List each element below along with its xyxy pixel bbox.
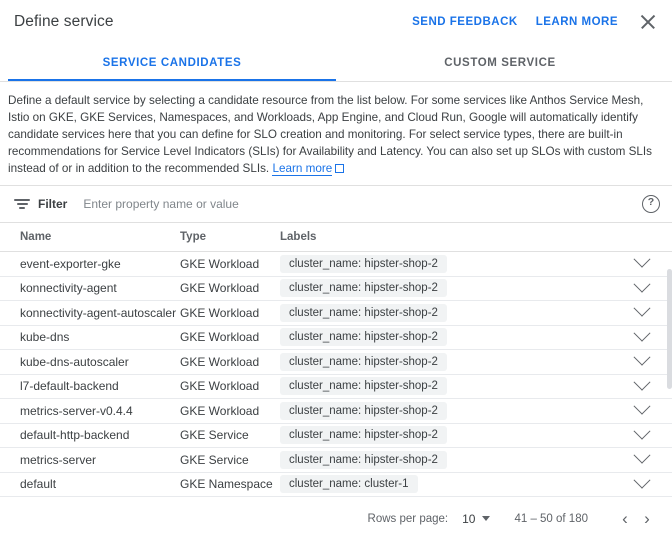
label-chip: cluster_name: hipster-shop-2 (280, 255, 447, 273)
cell-type: GKE Workload (180, 374, 280, 399)
table-scrollbar-thumb[interactable] (667, 269, 672, 389)
label-chip: cluster_name: hipster-shop-2 (280, 328, 447, 346)
filter-icon (14, 198, 30, 210)
chevron-left-icon[interactable]: ‹ (622, 509, 628, 528)
external-link-icon (335, 164, 344, 173)
tab-bar (0, 44, 672, 82)
cell-labels (280, 472, 612, 497)
table-row[interactable] (0, 423, 672, 448)
help-icon[interactable]: ? (642, 195, 660, 213)
expand-row-button[interactable] (612, 325, 672, 350)
tab-service-candidates[interactable]: SERVICE CANDIDATES (8, 44, 336, 81)
table-row[interactable] (0, 276, 672, 301)
chevron-right-icon[interactable]: › (644, 509, 650, 528)
cell-labels (280, 350, 612, 375)
label-chip: cluster_name: hipster-shop-2 (280, 304, 447, 322)
chevron-down-icon (634, 422, 651, 439)
candidates-table-container (0, 223, 672, 497)
filter-input[interactable] (81, 196, 642, 212)
table-body (0, 252, 672, 497)
table-row[interactable] (0, 325, 672, 350)
rows-per-page-value: 10 (462, 511, 476, 526)
expand-row-button[interactable] (612, 350, 672, 375)
description-text (0, 82, 672, 185)
table-row[interactable] (0, 350, 672, 375)
chevron-down-icon (634, 471, 651, 488)
table-row[interactable] (0, 448, 672, 473)
cell-type: GKE Service (180, 423, 280, 448)
expand-row-button[interactable] (612, 374, 672, 399)
cell-labels (280, 252, 612, 277)
cell-labels (280, 448, 612, 473)
cell-name: l7-default-backend (0, 374, 180, 399)
cell-name: konnectivity-agent (0, 276, 180, 301)
column-header-labels[interactable]: Labels (280, 223, 612, 252)
learn-more-button[interactable]: LEARN MORE (535, 16, 618, 28)
rows-per-page-select[interactable] (462, 512, 490, 526)
expand-row-button[interactable] (612, 301, 672, 326)
cell-name: event-exporter-gke (0, 252, 180, 277)
label-chip: cluster_name: hipster-shop-2 (280, 279, 447, 297)
chevron-down-icon (634, 300, 651, 317)
cell-labels (280, 276, 612, 301)
chevron-down-icon (634, 373, 651, 390)
page-title: Define service (14, 13, 114, 30)
expand-row-button[interactable] (612, 448, 672, 473)
chevron-down-icon (634, 447, 651, 464)
cell-type: GKE Workload (180, 252, 280, 277)
label-chip: cluster_name: hipster-shop-2 (280, 353, 447, 371)
cell-type: GKE Service (180, 448, 280, 473)
cell-name: default (0, 472, 180, 497)
candidates-table (0, 223, 672, 497)
rows-per-page-label: Rows per page: (367, 512, 449, 525)
cell-type: GKE Workload (180, 301, 280, 326)
description-learn-more-link[interactable]: Learn more (272, 162, 333, 175)
cell-name: kube-dns-autoscaler (0, 350, 180, 375)
table-scrollbar[interactable] (667, 223, 672, 497)
table-row[interactable] (0, 374, 672, 399)
chevron-down-icon (634, 349, 651, 366)
chevron-down-icon (634, 324, 651, 341)
label-chip: cluster_name: hipster-shop-2 (280, 402, 447, 420)
chevron-down-icon (634, 398, 651, 415)
label-chip: cluster_name: hipster-shop-2 (280, 451, 447, 469)
cell-name: default-http-backend (0, 423, 180, 448)
label-chip: cluster_name: hipster-shop-2 (280, 377, 447, 395)
cell-name: kube-dns (0, 325, 180, 350)
expand-row-button[interactable] (612, 423, 672, 448)
cell-type: GKE Workload (180, 276, 280, 301)
table-row[interactable] (0, 472, 672, 497)
page-range-label: 41 – 50 of 180 (514, 512, 588, 525)
cell-labels (280, 374, 612, 399)
send-feedback-button[interactable]: SEND FEEDBACK (412, 16, 518, 28)
cell-type: GKE Namespace (180, 472, 280, 497)
cell-labels (280, 301, 612, 326)
description-body: Define a default service by selecting a candidate resource from the list below. For some services like Anthos Service Mesh, Istio on GKE, GKE Services, Namespaces, and Workloads, App Engine, and Cloud Run, Google will automatically identify candidate services here that you can define for SLO creation and monitoring. For select service types, there are built-in recommendations for Service Level Indicators (SLIs) for Availability and Latency. You can also set up SLOs with custom SLIs instead of or in addition to the recommended SLIs. (8, 94, 653, 175)
tab-custom-service[interactable]: CUSTOM SERVICE (444, 56, 556, 69)
table-row[interactable] (0, 252, 672, 277)
dialog-header (0, 0, 672, 44)
close-icon[interactable] (638, 12, 658, 32)
cell-name: metrics-server (0, 448, 180, 473)
cell-type: GKE Workload (180, 399, 280, 424)
column-header-name[interactable]: Name (0, 223, 180, 252)
cell-labels (280, 325, 612, 350)
table-row[interactable] (0, 301, 672, 326)
chevron-down-icon (482, 516, 490, 521)
chevron-down-icon (634, 251, 651, 268)
cell-name: konnectivity-agent-autoscaler (0, 301, 180, 326)
label-chip: cluster_name: cluster-1 (280, 475, 418, 493)
filter-bar (0, 185, 672, 223)
cell-type: GKE Workload (180, 325, 280, 350)
expand-row-button[interactable] (612, 252, 672, 277)
expand-row-button[interactable] (612, 472, 672, 497)
chevron-down-icon (634, 275, 651, 292)
paginator (0, 497, 672, 539)
column-header-expand (612, 223, 672, 252)
cell-labels (280, 399, 612, 424)
cell-labels (280, 423, 612, 448)
table-header-row (0, 223, 672, 252)
expand-row-button[interactable] (612, 399, 672, 424)
cell-name: metrics-server-v0.4.4 (0, 399, 180, 424)
label-chip: cluster_name: hipster-shop-2 (280, 426, 447, 444)
cell-type: GKE Workload (180, 350, 280, 375)
expand-row-button[interactable] (612, 276, 672, 301)
table-row[interactable] (0, 399, 672, 424)
column-header-type[interactable]: Type (180, 223, 280, 252)
filter-label: Filter (38, 197, 68, 211)
